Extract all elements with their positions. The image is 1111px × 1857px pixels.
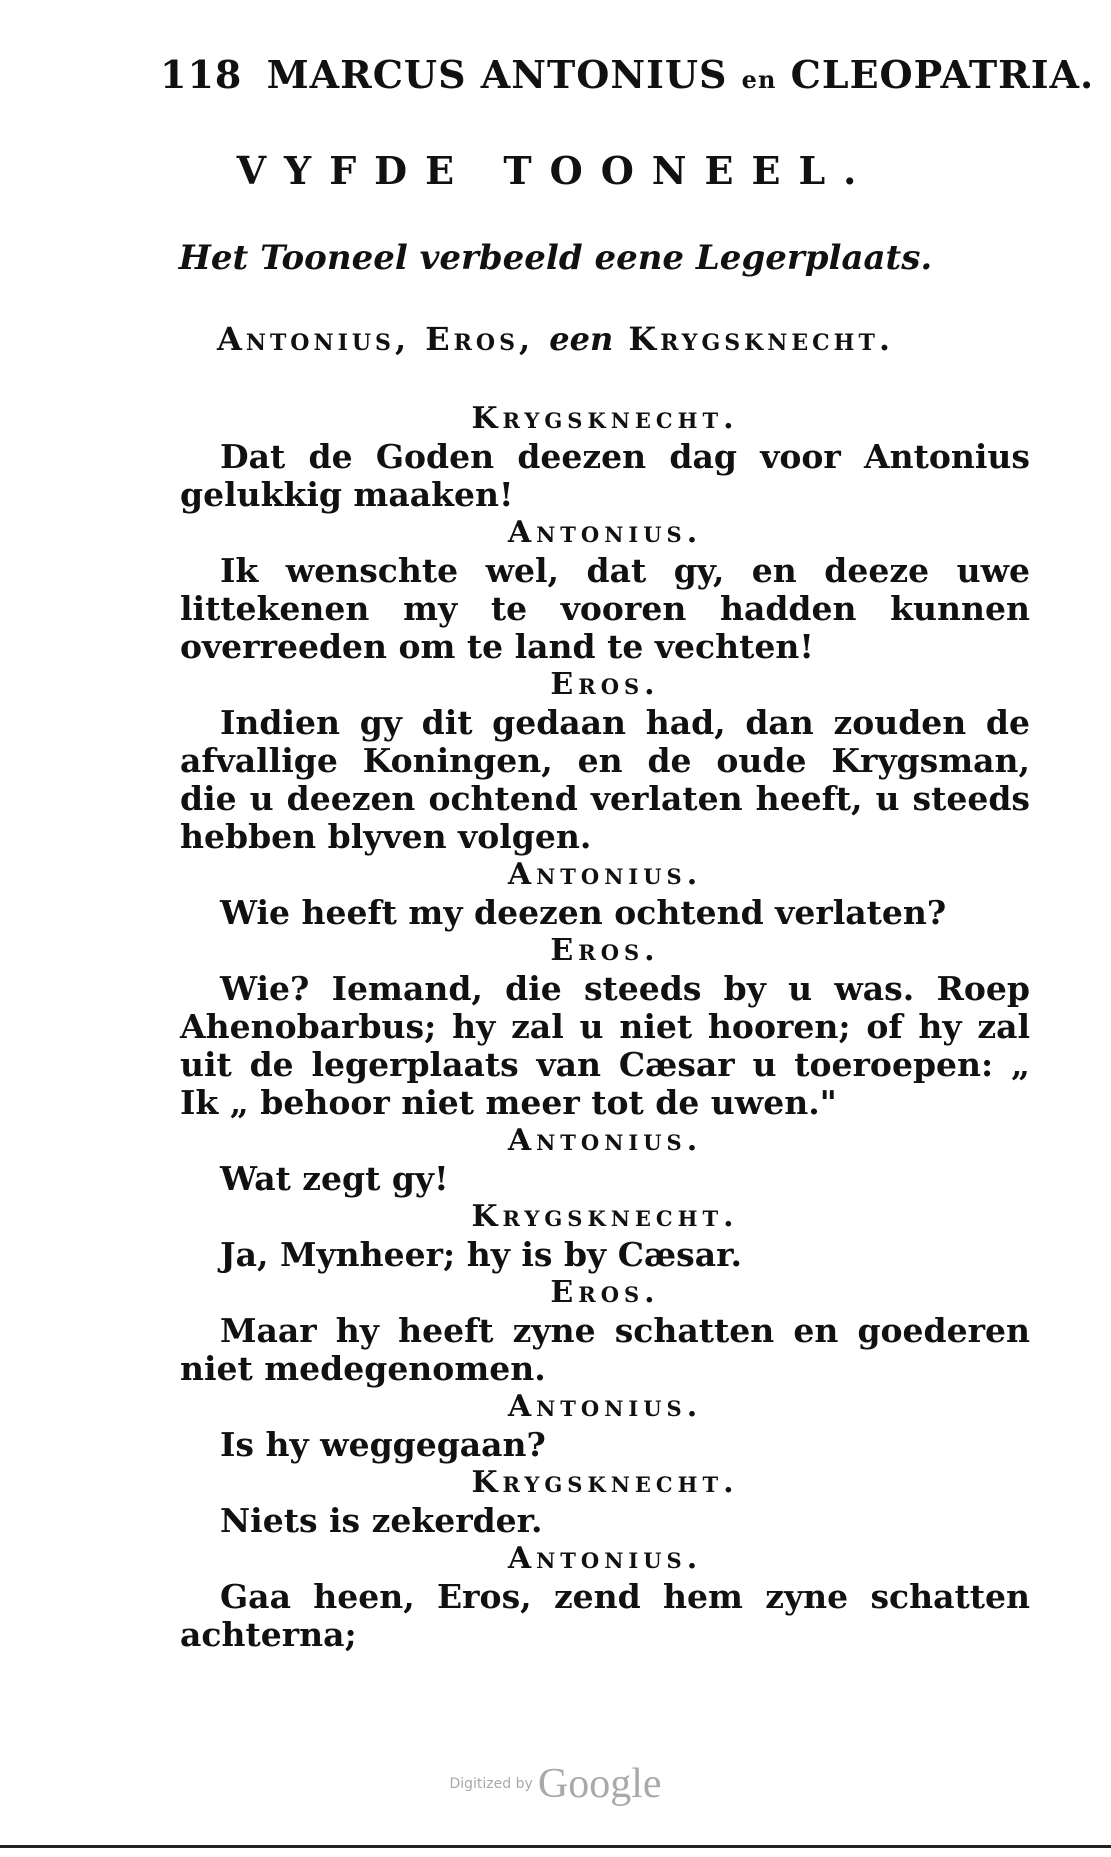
dialogue-entry <box>180 1274 1030 1388</box>
dialogue-entry <box>180 400 1030 514</box>
speech-text: Gaa heen, Eros, zend hem zyne schatten achterna; <box>180 1577 1030 1654</box>
speaker-name: Krygsknecht. <box>471 401 739 436</box>
dialogue-entry <box>180 514 1030 666</box>
speech-text: Dat de Goden deezen dag voor Antonius gelukkig maaken! <box>180 437 1030 514</box>
cast-list <box>0 320 1111 358</box>
cast-connector: een <box>549 320 614 358</box>
speaker-name: Krygsknecht. <box>471 1199 739 1234</box>
cast-name-antonius: Antonius, <box>217 320 411 358</box>
speaker-name: Antonius. <box>507 515 703 550</box>
speech-text: Niets is zekerder. <box>220 1501 543 1540</box>
dialogue-entry <box>180 1540 1030 1654</box>
speaker-name: Antonius. <box>507 857 703 892</box>
speaker-name: Antonius. <box>507 1123 703 1158</box>
dialogue-entry <box>180 932 1030 1122</box>
speaker-name: Antonius. <box>507 1389 703 1424</box>
dialogue-entry <box>180 1388 1030 1464</box>
speaker-name: Krygsknecht. <box>471 1465 739 1500</box>
dialogue-entry <box>180 1198 1030 1274</box>
dialogue-entry <box>180 1464 1030 1540</box>
cast-name-krygsknecht: Krygsknecht. <box>628 320 894 358</box>
google-logo: Google <box>537 1761 662 1807</box>
page-number: 118 <box>160 52 243 97</box>
header-title-part1: MARCUS ANTONIUS <box>266 52 728 97</box>
speech-text: Wie heeft my deezen ochtend verlaten? <box>220 893 947 932</box>
header-title-part2: CLEOPATRIA. <box>790 52 1095 97</box>
digitized-label: Digitized by <box>449 1776 533 1792</box>
speaker-name: Eros. <box>550 667 660 702</box>
speech-text: Is hy weggegaan? <box>220 1425 546 1464</box>
dialogue-entry <box>180 1122 1030 1198</box>
scene-title: VYFDE TOONEEL. <box>236 148 875 193</box>
header-conjunction: en <box>741 65 777 94</box>
speaker-name: Eros. <box>550 933 660 968</box>
dialogue-entry <box>180 856 1030 932</box>
speech-text: Ik wenschte wel, dat gy, en deeze uwe littekenen my te vooren hadden kunnen overreeden om te land te vechten! <box>180 551 1030 666</box>
speech-text: Wat zegt gy! <box>220 1159 449 1198</box>
speech-text: Maar hy heeft zyne schatten en goederen niet medegenomen. <box>180 1311 1030 1388</box>
page-bottom-edge <box>0 1845 1111 1848</box>
speech-text: Wie? Iemand, die steeds by u was. Roep Ahenobarbus; hy zal u niet hooren; of hy zal uit de legerplaats van Cæsar u toeroepen: „ Ik „ behoor niet meer tot de uwen." <box>180 969 1030 1122</box>
scene-setting: Het Tooneel verbeeld eene Legerplaats. <box>178 238 933 278</box>
dialogue-block <box>180 400 1030 1654</box>
speech-text: Indien gy dit gedaan had, dan zouden de afvallige Koningen, en de oude Krygsman, die u deezen ochtend verlaten heeft, u steeds hebben blyven volgen. <box>180 703 1030 856</box>
running-header <box>160 52 1095 97</box>
speaker-name: Eros. <box>550 1275 660 1310</box>
cast-name-eros: Eros, <box>425 320 535 358</box>
speech-text: Ja, Mynheer; hy is by Cæsar. <box>220 1235 742 1274</box>
digitized-watermark <box>0 1760 1111 1808</box>
dialogue-entry <box>180 666 1030 856</box>
speaker-name: Antonius. <box>507 1541 703 1576</box>
